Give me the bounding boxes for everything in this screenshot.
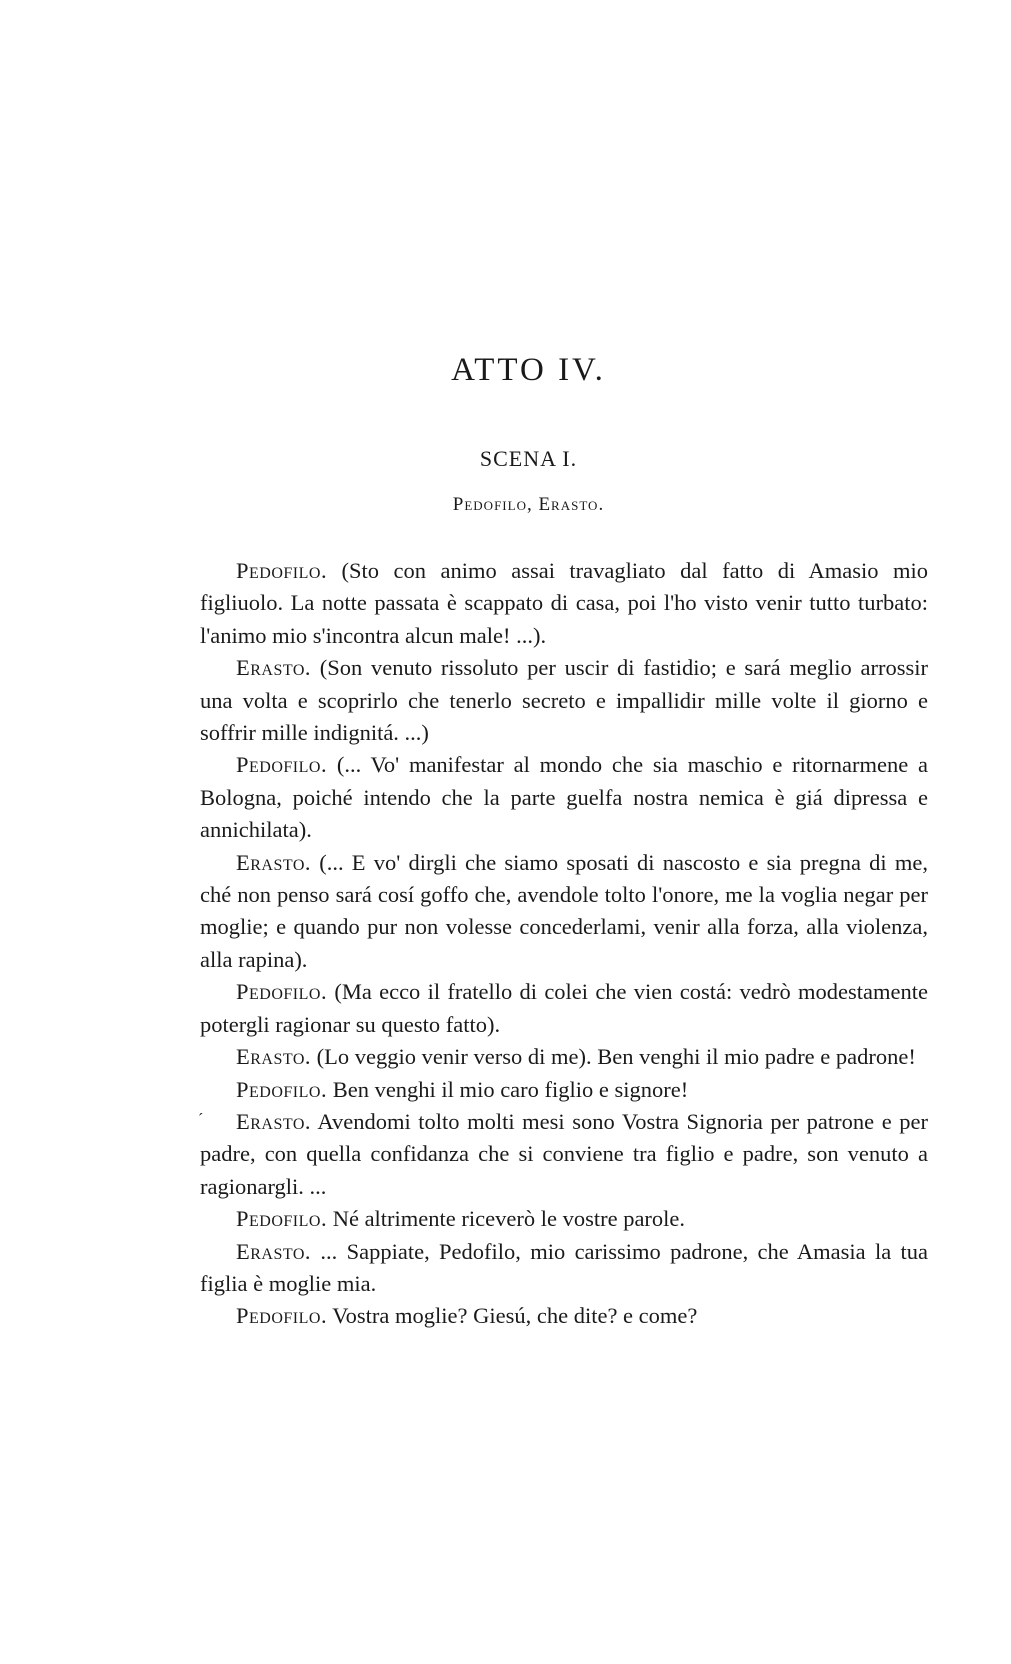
speech-text: Né altrimente riceverò le vostre parole. [327, 1206, 686, 1232]
speech-paragraph [200, 847, 928, 977]
dialogue [200, 555, 928, 1333]
speech-text: (Sto con animo assai travagliato dal fatto di Amasio mio figliuolo. La notte passata è scappato di casa, poi l'ho visto venir tutto turbato: l'animo mio s'incontra alcun male! ...). [200, 558, 928, 648]
speaker-name: Erasto. [236, 1044, 312, 1070]
scene-title: SCENA I. [479, 446, 578, 471]
speech-paragraph [200, 1236, 928, 1301]
speech-text: (Son venuto rissoluto per uscir di fastidio; e sará meglio arrossir una volta e scoprirlo che tenerlo secreto e impallidir mille volte il giorno e soffrir mille indignitá. ...) [200, 655, 928, 746]
speaker-name: Erasto. [236, 1108, 312, 1134]
scene-characters: Pedofilo, Erasto. [452, 494, 605, 515]
speaker-name: Erasto. [236, 849, 312, 875]
speech-text: Ben venghi il mio caro figlio e signore! [327, 1076, 689, 1102]
speech-text: ... Sappiate, Pedofilo, mio carissimo padrone, che Amasia la tua figlia è moglie mia. [200, 1238, 928, 1296]
speaker-name: Pedofilo. [236, 1206, 328, 1232]
speech-text: (... Vo' manifestar al mondo che sia maschio e ritornarmene a Bologna, poiché intendo che la parte guelfa nostra nemica è giá dipressa e annichilata). [200, 752, 928, 843]
speech-paragraph [200, 1041, 928, 1073]
speaker-name: Erasto. [236, 655, 312, 681]
speech-text: (... E vo' dirgli che siamo sposati di nascosto e sia pregna di me, ché non penso sará cosí goffo che, avendole tolto l'onore, me la voglia negar per moglie; e quando pur non volesse concederlami, venir alla forza, alla violenza, alla rapina). [200, 849, 928, 972]
speech-text: (Ma ecco il fratello di colei che vien costá: vedrò modestamente potergli ragionar su questo fatto). [200, 979, 928, 1037]
speaker-name: Pedofilo. [236, 1076, 328, 1102]
speech-paragraph [200, 1300, 928, 1332]
speech-paragraph [200, 652, 928, 749]
speaker-name: Pedofilo. [236, 558, 328, 583]
act-title: ATTO IV. [451, 352, 606, 388]
speech-text: Avendomi tolto molti mesi sono Vostra Signoria per patrone e per padre, con quella confidanza che si conviene tra figlio e padre, son venuto a ragionargli. ... [200, 1108, 928, 1199]
speech-paragraph [200, 976, 928, 1041]
speech-paragraph [200, 1203, 928, 1235]
stray-print-mark: ´ [198, 1111, 204, 1128]
speaker-name: Pedofilo. [236, 1303, 328, 1329]
speech-paragraph [200, 1106, 928, 1203]
speaker-name: Erasto. [236, 1238, 312, 1264]
speech-paragraph [200, 749, 928, 846]
speaker-name: Pedofilo. [236, 979, 328, 1005]
speaker-name: Pedofilo. [236, 752, 328, 778]
speech-paragraph [200, 1074, 928, 1106]
speech-text: Vostra moglie? Giesú, che dite? e come? [327, 1303, 698, 1329]
speech-paragraph [200, 555, 928, 652]
speech-text: (Lo veggio venir verso di me). Ben venghi il mio padre e padrone! [311, 1044, 916, 1070]
